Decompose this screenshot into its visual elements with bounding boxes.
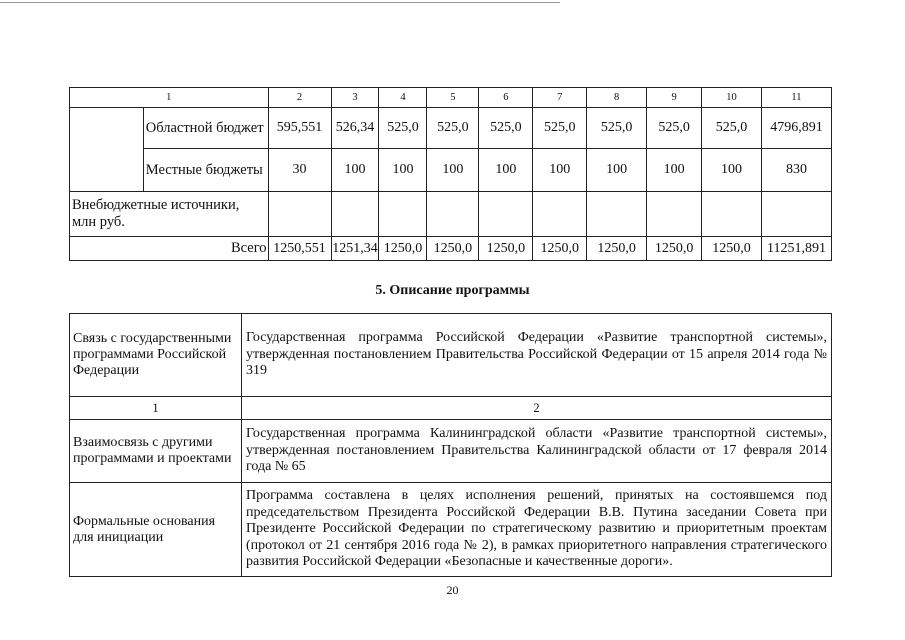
row-content: Государственная программа Калининградской области «Развитие транспортной системы», утвержденная постановлением Правительства Калининградской области от 17 февраля 2014 года № 65 — [242, 420, 832, 483]
section-title: 5. Описание программы — [375, 283, 530, 298]
value-cell: 830 — [761, 149, 831, 192]
value-cell: 1250,0 — [427, 237, 479, 261]
row-label: Связь с государственными программами Российской Федерации — [70, 314, 242, 397]
row-label: Областной бюджет — [143, 108, 268, 149]
table-row-regional-budget — [70, 108, 832, 149]
column-number: 2 — [242, 397, 832, 420]
value-cell: 100 — [379, 149, 427, 192]
value-cell: 525,0 — [479, 108, 533, 149]
value-cell: 595,551 — [268, 108, 331, 149]
value-cell: 11251,891 — [761, 237, 831, 261]
header-cell: 9 — [647, 88, 702, 108]
value-cell: 1250,0 — [702, 237, 762, 261]
total-label: Всего — [70, 237, 269, 261]
empty-cell — [479, 192, 533, 237]
header-cell: 3 — [331, 88, 379, 108]
header-cell: 4 — [379, 88, 427, 108]
value-cell: 100 — [479, 149, 533, 192]
empty-cell — [647, 192, 702, 237]
value-cell: 1250,0 — [587, 237, 647, 261]
header-cell: 8 — [587, 88, 647, 108]
page-number: 20 — [446, 583, 459, 597]
value-cell: 1250,0 — [647, 237, 702, 261]
header-cell: 10 — [702, 88, 762, 108]
value-cell: 1251,34 — [331, 237, 379, 261]
value-cell: 525,0 — [427, 108, 479, 149]
value-cell: 525,0 — [379, 108, 427, 149]
table-row-local-budgets — [70, 149, 832, 192]
value-cell: 1250,551 — [268, 237, 331, 261]
table-row-off-budget — [70, 192, 832, 237]
value-cell: 100 — [587, 149, 647, 192]
table-header-row — [70, 88, 832, 108]
value-cell: 525,0 — [587, 108, 647, 149]
value-cell: 1250,0 — [533, 237, 587, 261]
column-number: 1 — [70, 397, 242, 420]
row-content: Государственная программа Российской Федерации «Развитие транспортной системы», утвержденная постановлением Правительства Российской Федерации от 15 апреля 2014 года № 319 — [242, 314, 832, 397]
value-cell: 525,0 — [647, 108, 702, 149]
table-row — [70, 483, 832, 577]
value-cell: 4796,891 — [761, 108, 831, 149]
table-row — [70, 420, 832, 483]
table-column-numbers-row — [70, 397, 832, 420]
row-content: Программа составлена в целях исполнения решений, принятых на состоявшемся под председательством Президента Российской Федерации В.В. Путина заседании Совета при Президенте Российской Федерации по стратегическому развитию и приоритетным проектам (протокол от 21 сентября 2016 года № 2), в рамках приоритетного направления стратегического развития Российской Федерации «Безопасные и качественные дороги». — [242, 483, 832, 577]
top-rule — [0, 2, 560, 3]
row-label: Местные бюджеты — [143, 149, 268, 192]
row-label: Внебюджетные источники, млн руб. — [70, 192, 269, 237]
value-cell: 1250,0 — [379, 237, 427, 261]
row-label: Формальные основания для инициации — [70, 483, 242, 577]
value-cell: 100 — [533, 149, 587, 192]
header-cell: 1 — [70, 88, 269, 108]
empty-cell — [268, 192, 331, 237]
header-cell: 7 — [533, 88, 587, 108]
value-cell: 100 — [331, 149, 379, 192]
empty-cell — [427, 192, 479, 237]
header-cell: 11 — [761, 88, 831, 108]
empty-cell — [587, 192, 647, 237]
value-cell: 100 — [702, 149, 762, 192]
empty-cell — [702, 192, 762, 237]
program-description-table — [69, 313, 832, 577]
empty-cell — [331, 192, 379, 237]
value-cell: 30 — [268, 149, 331, 192]
value-cell: 525,0 — [702, 108, 762, 149]
value-cell: 100 — [647, 149, 702, 192]
empty-cell — [533, 192, 587, 237]
header-cell: 2 — [268, 88, 331, 108]
table-row — [70, 314, 832, 397]
funding-table — [69, 87, 832, 261]
row-label: Взаимосвязь с другими программами и проектами — [70, 420, 242, 483]
value-cell: 526,34 — [331, 108, 379, 149]
value-cell: 1250,0 — [479, 237, 533, 261]
value-cell: 100 — [427, 149, 479, 192]
empty-cell — [761, 192, 831, 237]
value-cell: 525,0 — [533, 108, 587, 149]
header-cell: 5 — [427, 88, 479, 108]
header-cell: 6 — [479, 88, 533, 108]
empty-cell — [379, 192, 427, 237]
table-row-total — [70, 237, 832, 261]
empty-cell — [70, 108, 144, 192]
